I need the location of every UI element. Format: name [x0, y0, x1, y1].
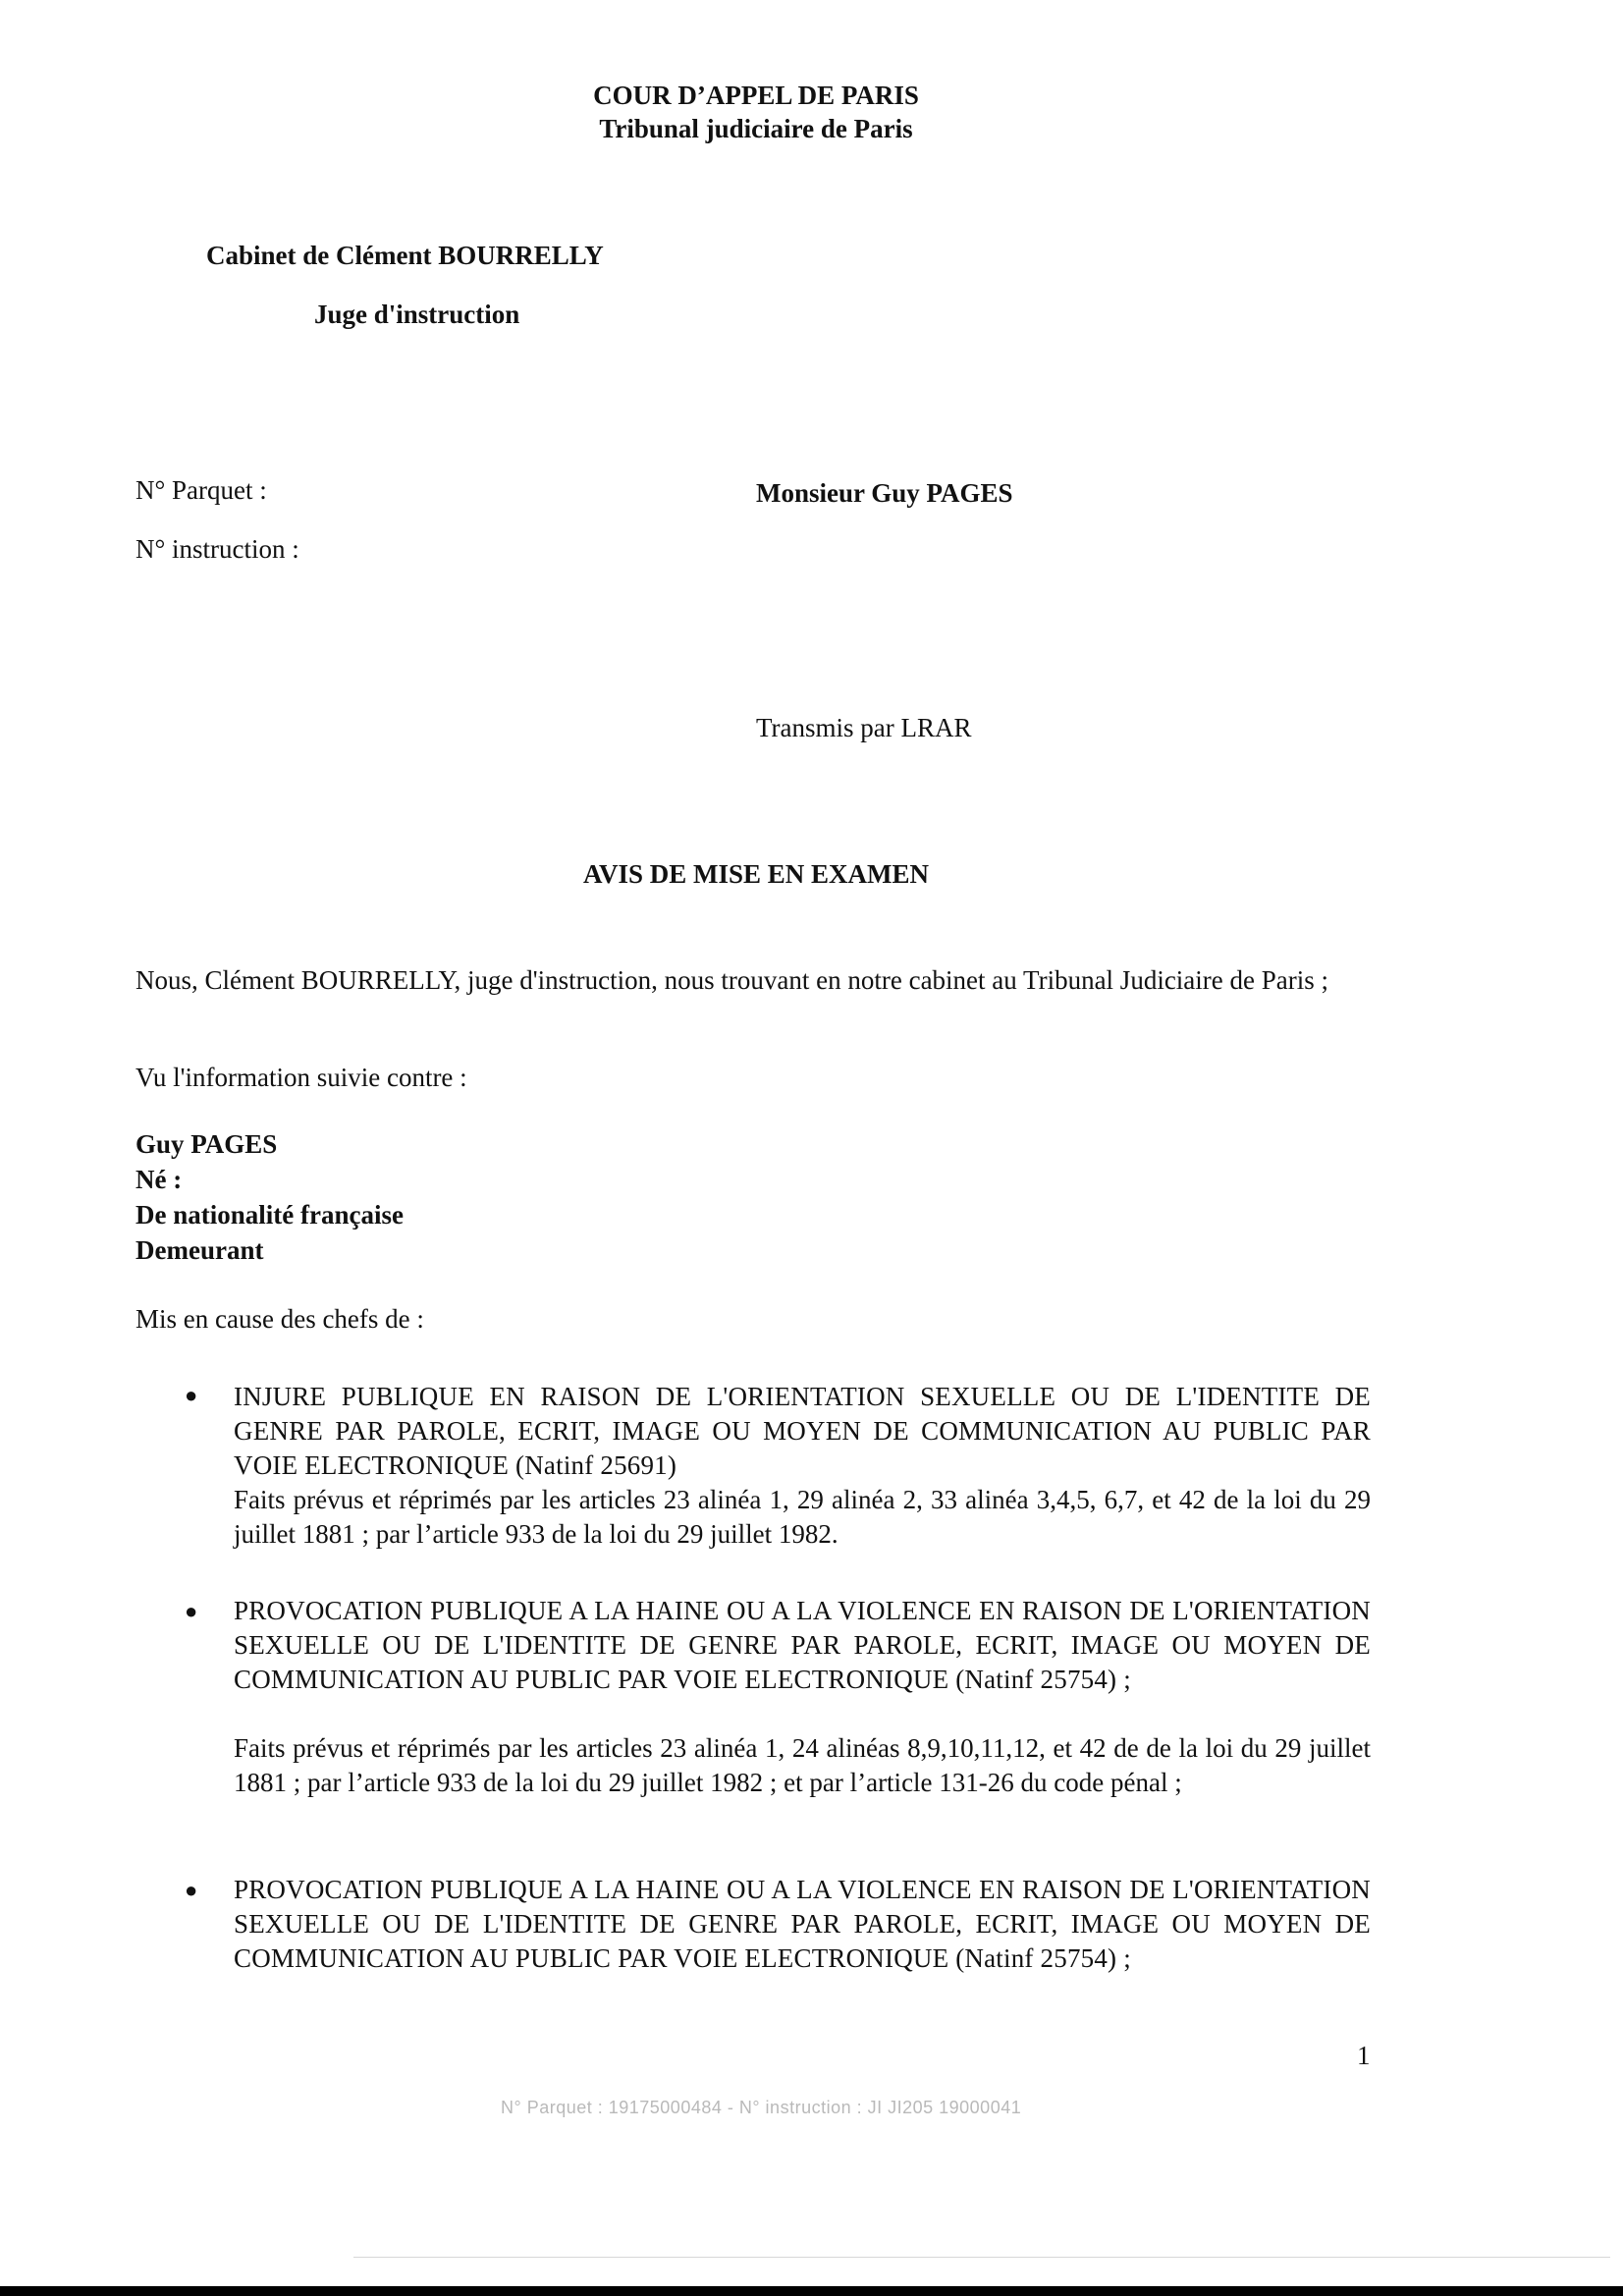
- charge-title: INJURE PUBLIQUE EN RAISON DE L'ORIENTATION SEXUELLE OU DE L'IDENTITE DE GENRE PAR PAROLE, ECRIT, IMAGE OU MOYEN DE COMMUNICATION AU PUBLIC PAR VOIE ELECTRONIQUE (Natinf 25691): [234, 1382, 1371, 1480]
- charges-intro: Mis en cause des chefs de :: [135, 1304, 424, 1334]
- page-number: 1: [1357, 2041, 1371, 2070]
- charge-title: PROVOCATION PUBLIQUE A LA HAINE OU A LA VIOLENCE EN RAISON DE L'ORIENTATION SEXUELLE OU DE L'IDENTITE DE GENRE PAR PAROLE, ECRIT, IMAGE OU MOYEN DE COMMUNICATION AU PUBLIC PAR VOIE ELECTRONIQUE (Natinf 25754) ;: [234, 1875, 1371, 1973]
- scan-artifact-line: [353, 2257, 1610, 2258]
- footer-reference: N° Parquet : 19175000484 - N° instruction : JI JI205 19000041: [501, 2098, 1022, 2117]
- instruction-label: N° instruction :: [135, 534, 299, 564]
- court-name: COUR D’APPEL DE PARIS: [593, 81, 919, 110]
- judge-role: Juge d'instruction: [314, 300, 520, 329]
- intro-paragraph: Nous, Clément BOURRELLY, juge d'instruction, nous trouvant en notre cabinet au Tribunal Judiciaire de Paris ;: [135, 965, 1328, 995]
- vu-line: Vu l'information suivie contre :: [135, 1063, 467, 1092]
- person-address: Demeurant: [135, 1235, 264, 1265]
- charge-title: PROVOCATION PUBLIQUE A LA HAINE OU A LA VIOLENCE EN RAISON DE L'ORIENTATION SEXUELLE OU DE L'IDENTITE DE GENRE PAR PAROLE, ECRIT, IMAGE OU MOYEN DE COMMUNICATION AU PUBLIC PAR VOIE ELECTRONIQUE (Natinf 25754) ;: [234, 1596, 1371, 1694]
- bullet-icon: ●: [185, 1383, 198, 1407]
- person-name: Guy PAGES: [135, 1129, 278, 1159]
- tribunal-name: Tribunal judiciaire de Paris: [599, 114, 913, 143]
- recipient-name: Monsieur Guy PAGES: [756, 478, 1013, 508]
- cabinet-name: Cabinet de Clément BOURRELLY: [206, 241, 604, 270]
- charge-detail: Faits prévus et réprimés par les articles 23 alinéa 1, 24 alinéas 8,9,10,11,12, et 42 de de la loi du 29 juillet 1881 ; par l’article 933 de la loi du 29 juillet 1982 ; et par l’article 131-26 du code pénal ;: [234, 1733, 1371, 1797]
- person-born: Né :: [135, 1165, 183, 1194]
- bullet-icon: ●: [185, 1599, 198, 1623]
- bullet-icon: ●: [185, 1878, 198, 1902]
- parquet-label: N° Parquet :: [135, 475, 267, 505]
- transmission-mode: Transmis par LRAR: [756, 713, 972, 742]
- scan-bottom-edge: [0, 2286, 1623, 2296]
- person-nationality: De nationalité française: [135, 1200, 404, 1230]
- charge-detail: Faits prévus et réprimés par les articles 23 alinéa 1, 29 alinéa 2, 33 alinéa 3,4,5, 6,7, et 42 de la loi du 29 juillet 1881 ; par l’article 933 de la loi du 29 juillet 1982.: [234, 1485, 1371, 1549]
- document-title: AVIS DE MISE EN EXAMEN: [582, 859, 930, 889]
